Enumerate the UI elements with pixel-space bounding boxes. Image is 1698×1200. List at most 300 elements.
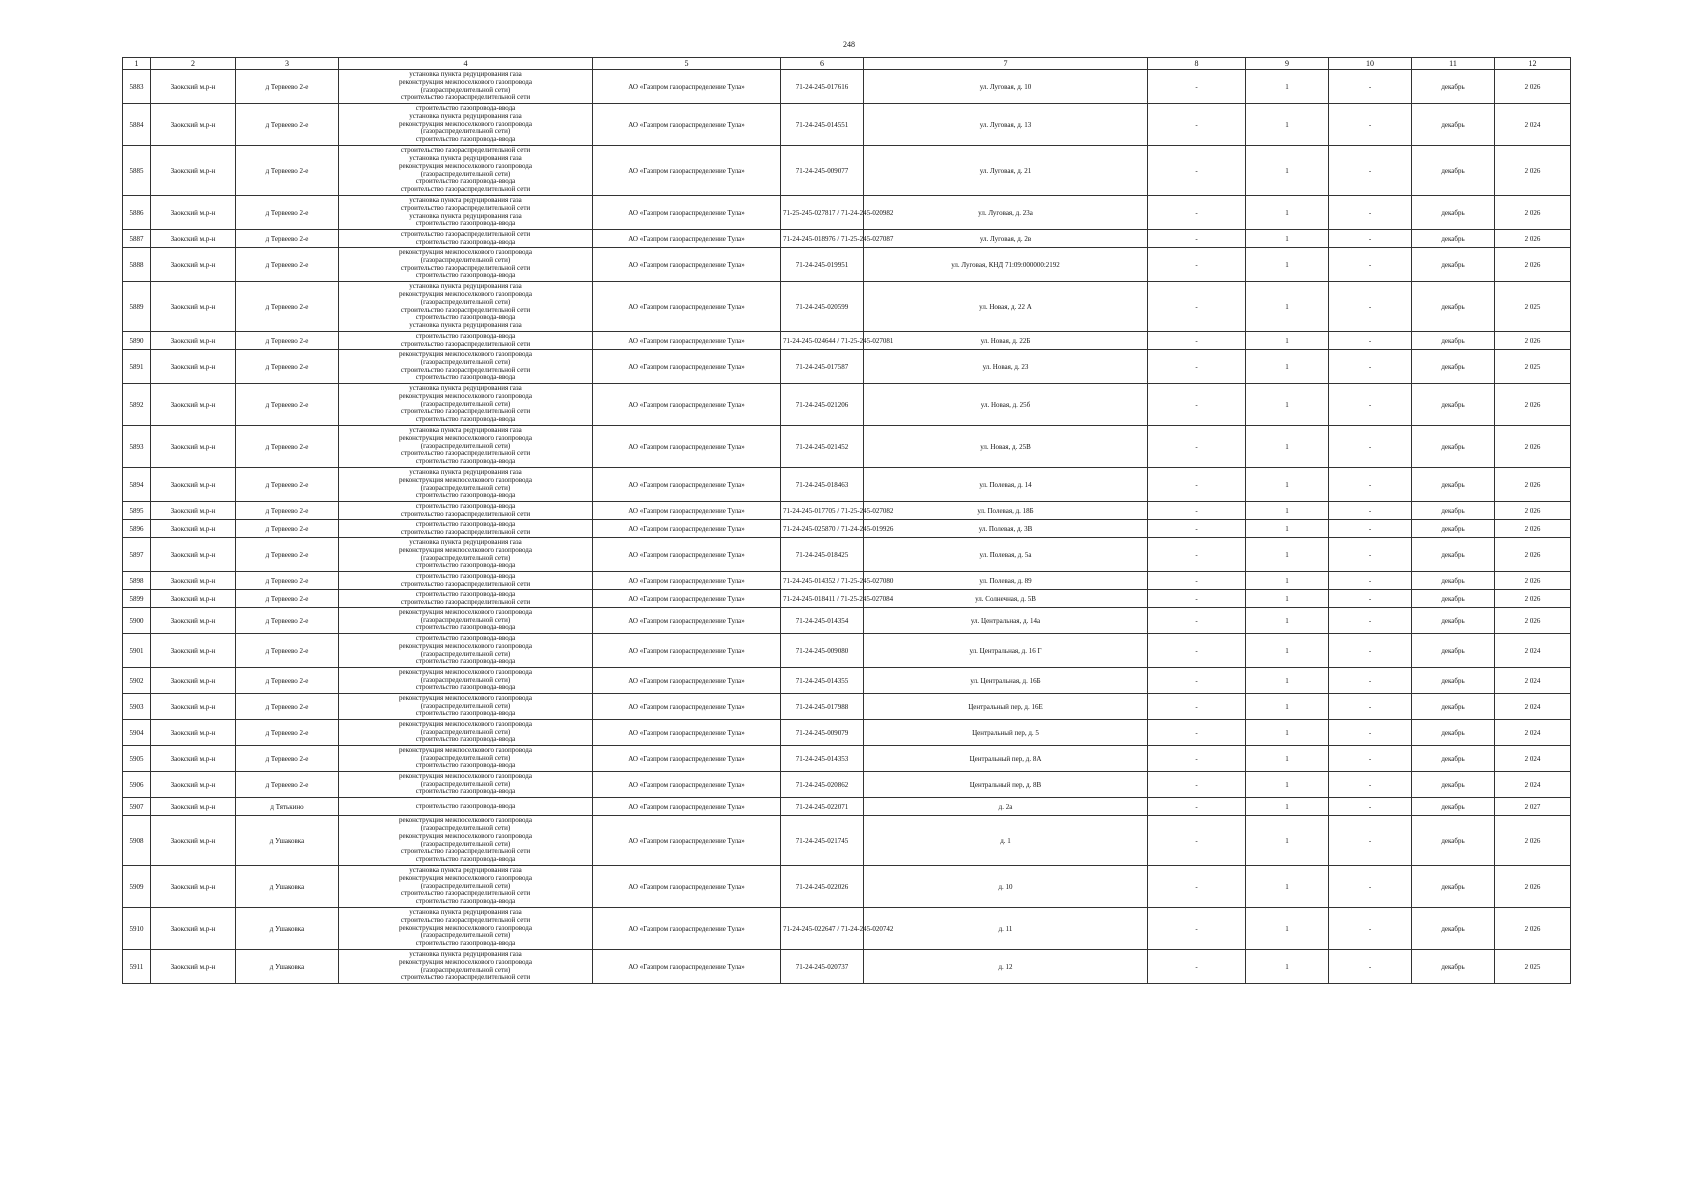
- col10-cell: -: [1329, 104, 1412, 146]
- work-item: (газораспределительной сети): [420, 615, 511, 624]
- col8-cell: -: [1148, 608, 1246, 634]
- col10-cell: -: [1329, 350, 1412, 384]
- village-cell: д Тервеево 2-е: [236, 282, 339, 332]
- address-cell: ул. Луговая, д. 23а: [864, 196, 1148, 230]
- col8-cell: -: [1148, 816, 1246, 866]
- year-cell: 2 025: [1495, 950, 1571, 984]
- work-item: строительство газопровода-ввода: [415, 331, 516, 340]
- table-row: [123, 950, 1571, 984]
- work-item: реконструкция межпоселкового газопровода: [399, 923, 532, 932]
- organization-cell: АО «Газпром газораспределение Тула»: [593, 520, 781, 538]
- year-cell: 2 024: [1495, 772, 1571, 798]
- object-code-cell: 71-24-245-018976 / 71-25-245-027087: [781, 230, 864, 248]
- table-row: [123, 230, 1571, 248]
- year-cell: 2 027: [1495, 798, 1571, 816]
- table-row: [123, 332, 1571, 350]
- work-item: реконструкция межпоселкового газопровода: [399, 161, 532, 170]
- month-cell: декабрь: [1412, 590, 1495, 608]
- work-item: (газораспределительной сети): [420, 675, 511, 684]
- col10-cell: -: [1329, 502, 1412, 520]
- row-number: 5901: [123, 634, 151, 668]
- year-cell: 2 026: [1495, 908, 1571, 950]
- table-row: [123, 816, 1571, 866]
- year-cell: 2 026: [1495, 230, 1571, 248]
- object-code-cell: 71-24-245-017988: [781, 694, 864, 720]
- row-number: 5908: [123, 816, 151, 866]
- work-item: реконструкция межпоселкового газопровода: [399, 815, 532, 824]
- month-cell: декабрь: [1412, 146, 1495, 196]
- village-cell: д Тервеево 2-е: [236, 332, 339, 350]
- work-item: строительство газораспределительной сети: [400, 93, 531, 102]
- district-cell: Заокский м.р-н: [151, 908, 236, 950]
- object-code-cell: 71-24-245-021452: [781, 426, 864, 468]
- col8-cell: -: [1148, 332, 1246, 350]
- row-number: 5904: [123, 720, 151, 746]
- works-cell: [339, 866, 593, 908]
- work-item: строительство газораспределительной сети: [400, 185, 531, 194]
- col8-cell: -: [1148, 248, 1246, 282]
- row-number: 5909: [123, 866, 151, 908]
- organization-cell: АО «Газпром газораспределение Тула»: [593, 746, 781, 772]
- col9-cell: 1: [1246, 608, 1329, 634]
- month-cell: декабрь: [1412, 196, 1495, 230]
- table-row: [123, 282, 1571, 332]
- year-cell: 2 024: [1495, 634, 1571, 668]
- work-item: строительство газопровода-ввода: [415, 219, 516, 228]
- district-cell: Заокский м.р-н: [151, 426, 236, 468]
- month-cell: декабрь: [1412, 520, 1495, 538]
- col9-cell: 1: [1246, 282, 1329, 332]
- work-item: установка пункта редуцирования газа: [409, 467, 522, 476]
- work-item: строительство газопровода-ввода: [415, 657, 516, 666]
- work-item: строительство газораспределительной сети: [400, 203, 531, 212]
- work-item: строительство газопровода-ввода: [415, 787, 516, 796]
- works-cell: [339, 196, 593, 230]
- table-row: [123, 502, 1571, 520]
- work-item: реконструкция межпоселкового газопровода: [399, 247, 532, 256]
- table-row: [123, 70, 1571, 104]
- district-cell: Заокский м.р-н: [151, 816, 236, 866]
- address-cell: ул. Новая, д. 25б: [864, 384, 1148, 426]
- organization-cell: АО «Газпром газораспределение Тула»: [593, 816, 781, 866]
- work-item: строительство газораспределительной сети: [400, 597, 531, 606]
- work-item: строительство газопровода-ввода: [415, 855, 516, 864]
- work-item: строительство газопровода-ввода: [415, 415, 516, 424]
- work-item: строительство газопровода-ввода: [415, 561, 516, 570]
- district-cell: Заокский м.р-н: [151, 866, 236, 908]
- col9-cell: 1: [1246, 590, 1329, 608]
- address-cell: ул. Луговая, КНД 71:09:000000:2192: [864, 248, 1148, 282]
- works-cell: [339, 248, 593, 282]
- work-item: реконструкция межпоселкового газопровода: [399, 289, 532, 298]
- table-row: [123, 196, 1571, 230]
- works-cell: [339, 608, 593, 634]
- col10-cell: -: [1329, 720, 1412, 746]
- work-item: строительство газораспределительной сети: [400, 229, 531, 238]
- district-cell: Заокский м.р-н: [151, 668, 236, 694]
- col9-cell: 1: [1246, 248, 1329, 282]
- table-row: [123, 572, 1571, 590]
- col8-cell: -: [1148, 520, 1246, 538]
- works-cell: [339, 950, 593, 984]
- organization-cell: АО «Газпром газораспределение Тула»: [593, 332, 781, 350]
- work-item: (газораспределительной сети): [420, 839, 511, 848]
- work-item: (газораспределительной сети): [420, 483, 511, 492]
- year-cell: 2 026: [1495, 590, 1571, 608]
- col10-cell: -: [1329, 866, 1412, 908]
- work-item: (газораспределительной сети): [420, 441, 511, 450]
- row-number: 5894: [123, 468, 151, 502]
- table-row: [123, 520, 1571, 538]
- object-code-cell: 71-24-245-017616: [781, 70, 864, 104]
- address-cell: ул. Новая, д. 22Б: [864, 332, 1148, 350]
- month-cell: декабрь: [1412, 866, 1495, 908]
- year-cell: 2 025: [1495, 350, 1571, 384]
- work-item: установка пункта редуцирования газа: [409, 537, 522, 546]
- table-row: [123, 248, 1571, 282]
- col8-cell: -: [1148, 350, 1246, 384]
- village-cell: д Тервеево 2-е: [236, 608, 339, 634]
- object-code-cell: 71-24-245-009077: [781, 146, 864, 196]
- work-item: (газораспределительной сети): [420, 727, 511, 736]
- organization-cell: АО «Газпром газораспределение Тула»: [593, 384, 781, 426]
- object-code-cell: 71-24-245-020599: [781, 282, 864, 332]
- year-cell: 2 024: [1495, 694, 1571, 720]
- month-cell: декабрь: [1412, 70, 1495, 104]
- work-item: строительство газопровода-ввода: [415, 457, 516, 466]
- object-code-cell: 71-24-245-018463: [781, 468, 864, 502]
- col10-cell: -: [1329, 146, 1412, 196]
- work-item: установка пункта редуцирования газа: [409, 425, 522, 434]
- address-cell: ул. Центральная, д. 14а: [864, 608, 1148, 634]
- work-item: строительство газораспределительной сети: [400, 365, 531, 374]
- address-cell: д. 10: [864, 866, 1148, 908]
- works-cell: [339, 590, 593, 608]
- organization-cell: АО «Газпром газораспределение Тула»: [593, 694, 781, 720]
- col10-cell: -: [1329, 538, 1412, 572]
- col10-cell: -: [1329, 282, 1412, 332]
- object-code-cell: 71-24-245-022026: [781, 866, 864, 908]
- village-cell: д Тервеево 2-е: [236, 694, 339, 720]
- gasification-table: [122, 57, 1571, 984]
- work-item: строительство газораспределительной сети: [400, 889, 531, 898]
- col9-cell: 1: [1246, 908, 1329, 950]
- works-cell: [339, 350, 593, 384]
- col9-cell: 1: [1246, 520, 1329, 538]
- work-item: строительство газопровода-ввода: [415, 709, 516, 718]
- year-cell: 2 025: [1495, 282, 1571, 332]
- village-cell: д Тервеево 2-е: [236, 70, 339, 104]
- village-cell: д Тервеево 2-е: [236, 146, 339, 196]
- row-number: 5885: [123, 146, 151, 196]
- district-cell: Заокский м.р-н: [151, 720, 236, 746]
- row-number: 5900: [123, 608, 151, 634]
- col-header-6: 6: [781, 58, 864, 70]
- organization-cell: АО «Газпром газораспределение Тула»: [593, 196, 781, 230]
- row-number: 5883: [123, 70, 151, 104]
- village-cell: д Ушаковка: [236, 908, 339, 950]
- work-item: строительство газопровода-ввода: [415, 501, 516, 510]
- table-row: [123, 668, 1571, 694]
- village-cell: д Тервеево 2-е: [236, 668, 339, 694]
- district-cell: Заокский м.р-н: [151, 502, 236, 520]
- village-cell: д Тервеево 2-е: [236, 634, 339, 668]
- address-cell: Центральный пер, д. 5: [864, 720, 1148, 746]
- col9-cell: 1: [1246, 502, 1329, 520]
- district-cell: Заокский м.р-н: [151, 384, 236, 426]
- object-code-cell: 71-24-245-021745: [781, 816, 864, 866]
- district-cell: Заокский м.р-н: [151, 468, 236, 502]
- address-cell: ул. Полевая, д. 3В: [864, 520, 1148, 538]
- village-cell: д Тервеево 2-е: [236, 590, 339, 608]
- work-item: строительство газораспределительной сети: [400, 339, 531, 348]
- district-cell: Заокский м.р-н: [151, 104, 236, 146]
- work-item: строительство газопровода-ввода: [415, 491, 516, 500]
- object-code-cell: 71-24-245-009080: [781, 634, 864, 668]
- organization-cell: АО «Газпром газораспределение Тула»: [593, 104, 781, 146]
- organization-cell: АО «Газпром газораспределение Тула»: [593, 908, 781, 950]
- col10-cell: -: [1329, 746, 1412, 772]
- object-code-cell: 71-24-245-014353: [781, 746, 864, 772]
- village-cell: д Тервеево 2-е: [236, 426, 339, 468]
- work-item: строительство газораспределительной сети: [400, 509, 531, 518]
- row-number: 5892: [123, 384, 151, 426]
- table-row: [123, 634, 1571, 668]
- month-cell: декабрь: [1412, 746, 1495, 772]
- work-item: строительство газопровода-ввода: [415, 801, 516, 810]
- col9-cell: 1: [1246, 746, 1329, 772]
- organization-cell: АО «Газпром газораспределение Тула»: [593, 502, 781, 520]
- address-cell: ул. Центральная, д. 16Б: [864, 668, 1148, 694]
- district-cell: Заокский м.р-н: [151, 746, 236, 772]
- col9-cell: 1: [1246, 772, 1329, 798]
- col-header-8: 8: [1148, 58, 1246, 70]
- address-cell: ул. Полевая, д. 14: [864, 468, 1148, 502]
- works-cell: [339, 502, 593, 520]
- district-cell: Заокский м.р-н: [151, 590, 236, 608]
- works-cell: [339, 468, 593, 502]
- works-cell: [339, 70, 593, 104]
- work-item: строительство газопровода-ввода: [415, 237, 516, 246]
- address-cell: ул. Полевая, д. 5а: [864, 538, 1148, 572]
- district-cell: Заокский м.р-н: [151, 196, 236, 230]
- work-item: реконструкция межпоселкового газопровода: [399, 719, 532, 728]
- year-cell: 2 026: [1495, 572, 1571, 590]
- work-item: строительство газораспределительной сети: [400, 915, 531, 924]
- year-cell: 2 026: [1495, 502, 1571, 520]
- work-item: (газораспределительной сети): [420, 965, 511, 974]
- col-header-10: 10: [1329, 58, 1412, 70]
- row-number: 5897: [123, 538, 151, 572]
- object-code-cell: 71-24-245-024644 / 71-25-245-027081: [781, 332, 864, 350]
- organization-cell: АО «Газпром газораспределение Тула»: [593, 668, 781, 694]
- col8-cell: -: [1148, 230, 1246, 248]
- month-cell: декабрь: [1412, 426, 1495, 468]
- work-item: установка пункта редуцирования газа: [409, 281, 522, 290]
- col9-cell: 1: [1246, 70, 1329, 104]
- village-cell: д Тервеево 2-е: [236, 384, 339, 426]
- work-item: строительство газопровода-ввода: [415, 519, 516, 528]
- organization-cell: АО «Газпром газораспределение Тула»: [593, 608, 781, 634]
- works-cell: [339, 538, 593, 572]
- district-cell: Заокский м.р-н: [151, 572, 236, 590]
- address-cell: ул. Луговая, д. 10: [864, 70, 1148, 104]
- work-item: реконструкция межпоселкового газопровода: [399, 77, 532, 86]
- month-cell: декабрь: [1412, 248, 1495, 282]
- work-item: строительство газораспределительной сети: [400, 973, 531, 982]
- works-cell: [339, 146, 593, 196]
- row-number: 5898: [123, 572, 151, 590]
- work-item: установка пункта редуцирования газа: [409, 69, 522, 78]
- table-row: [123, 590, 1571, 608]
- col10-cell: -: [1329, 426, 1412, 468]
- col8-cell: -: [1148, 908, 1246, 950]
- col8-cell: -: [1148, 590, 1246, 608]
- year-cell: 2 026: [1495, 468, 1571, 502]
- village-cell: д Тервеево 2-е: [236, 248, 339, 282]
- district-cell: Заокский м.р-н: [151, 146, 236, 196]
- col8-cell: -: [1148, 720, 1246, 746]
- month-cell: декабрь: [1412, 282, 1495, 332]
- col9-cell: 1: [1246, 146, 1329, 196]
- work-item: строительство газопровода-ввода: [415, 735, 516, 744]
- work-item: реконструкция межпоселкового газопровода: [399, 873, 532, 882]
- col9-cell: 1: [1246, 104, 1329, 146]
- work-item: (газораспределительной сети): [420, 881, 511, 890]
- works-cell: [339, 694, 593, 720]
- col8-cell: -: [1148, 950, 1246, 984]
- works-cell: [339, 746, 593, 772]
- address-cell: ул. Луговая, д. 13: [864, 104, 1148, 146]
- works-cell: [339, 668, 593, 694]
- col9-cell: 1: [1246, 720, 1329, 746]
- year-cell: 2 026: [1495, 538, 1571, 572]
- header-row: [123, 58, 1571, 70]
- work-item: реконструкция межпоселкового газопровода: [399, 771, 532, 780]
- col10-cell: -: [1329, 196, 1412, 230]
- month-cell: декабрь: [1412, 950, 1495, 984]
- village-cell: д Тервеево 2-е: [236, 196, 339, 230]
- col9-cell: 1: [1246, 950, 1329, 984]
- col8-cell: -: [1148, 668, 1246, 694]
- work-item: строительство газопровода-ввода: [415, 135, 516, 144]
- col10-cell: -: [1329, 70, 1412, 104]
- work-item: (газораспределительной сети): [420, 553, 511, 562]
- work-item: строительство газораспределительной сети: [400, 407, 531, 416]
- address-cell: ул. Новая, д. 25В: [864, 426, 1148, 468]
- col9-cell: 1: [1246, 572, 1329, 590]
- object-code-cell: 71-24-245-014355: [781, 668, 864, 694]
- row-number: 5903: [123, 694, 151, 720]
- table-row: [123, 104, 1571, 146]
- address-cell: ул. Солнечная, д. 5В: [864, 590, 1148, 608]
- object-code-cell: 71-24-245-017587: [781, 350, 864, 384]
- village-cell: д Тервеево 2-е: [236, 468, 339, 502]
- col10-cell: -: [1329, 230, 1412, 248]
- works-cell: [339, 634, 593, 668]
- village-cell: д Ушаковка: [236, 950, 339, 984]
- row-number: 5905: [123, 746, 151, 772]
- work-item: строительство газопровода-ввода: [415, 897, 516, 906]
- year-cell: 2 024: [1495, 104, 1571, 146]
- col9-cell: 1: [1246, 350, 1329, 384]
- work-item: строительство газопровода-ввода: [415, 313, 516, 322]
- work-item: строительство газопровода-ввода: [415, 373, 516, 382]
- table-row: [123, 146, 1571, 196]
- organization-cell: АО «Газпром газораспределение Тула»: [593, 720, 781, 746]
- year-cell: 2 026: [1495, 426, 1571, 468]
- col10-cell: -: [1329, 384, 1412, 426]
- year-cell: 2 024: [1495, 746, 1571, 772]
- object-code-cell: 71-24-245-020737: [781, 950, 864, 984]
- works-cell: [339, 384, 593, 426]
- row-number: 5895: [123, 502, 151, 520]
- row-number: 5893: [123, 426, 151, 468]
- table-row: [123, 772, 1571, 798]
- col-header-1: 1: [123, 58, 151, 70]
- address-cell: д. 12: [864, 950, 1148, 984]
- col8-cell: -: [1148, 866, 1246, 908]
- col8-cell: -: [1148, 634, 1246, 668]
- year-cell: 2 026: [1495, 248, 1571, 282]
- work-item: строительство газопровода-ввода: [415, 589, 516, 598]
- work-item: установка пункта редуцирования газа: [409, 211, 522, 220]
- table-row: [123, 866, 1571, 908]
- organization-cell: АО «Газпром газораспределение Тула»: [593, 572, 781, 590]
- row-number: 5887: [123, 230, 151, 248]
- work-item: реконструкция межпоселкового газопровода: [399, 119, 532, 128]
- organization-cell: АО «Газпром газораспределение Тула»: [593, 634, 781, 668]
- month-cell: декабрь: [1412, 350, 1495, 384]
- object-code-cell: 71-24-245-020862: [781, 772, 864, 798]
- month-cell: декабрь: [1412, 608, 1495, 634]
- village-cell: д Тервеево 2-е: [236, 520, 339, 538]
- work-item: реконструкция межпоселкового газопровода: [399, 745, 532, 754]
- village-cell: д Ушаковка: [236, 866, 339, 908]
- village-cell: д Тервеево 2-е: [236, 230, 339, 248]
- village-cell: д Тервеево 2-е: [236, 104, 339, 146]
- col10-cell: -: [1329, 694, 1412, 720]
- year-cell: 2 024: [1495, 668, 1571, 694]
- district-cell: Заокский м.р-н: [151, 70, 236, 104]
- object-code-cell: 71-24-245-014551: [781, 104, 864, 146]
- month-cell: декабрь: [1412, 572, 1495, 590]
- year-cell: 2 026: [1495, 146, 1571, 196]
- month-cell: декабрь: [1412, 468, 1495, 502]
- works-cell: [339, 908, 593, 950]
- address-cell: д. 1: [864, 816, 1148, 866]
- col-header-9: 9: [1246, 58, 1329, 70]
- district-cell: Заокский м.р-н: [151, 772, 236, 798]
- object-code-cell: 71-24-245-009079: [781, 720, 864, 746]
- row-number: 5910: [123, 908, 151, 950]
- year-cell: 2 026: [1495, 608, 1571, 634]
- col8-cell: -: [1148, 104, 1246, 146]
- col9-cell: 1: [1246, 468, 1329, 502]
- work-item: строительство газопровода-ввода: [415, 571, 516, 580]
- object-code-cell: 71-24-245-018425: [781, 538, 864, 572]
- work-item: установка пункта редуцирования газа: [409, 321, 522, 330]
- year-cell: 2 026: [1495, 196, 1571, 230]
- work-item: реконструкция межпоселкового газопровода: [399, 641, 532, 650]
- col10-cell: -: [1329, 950, 1412, 984]
- work-item: реконструкция межпоселкового газопровода: [399, 831, 532, 840]
- col8-cell: -: [1148, 572, 1246, 590]
- month-cell: декабрь: [1412, 816, 1495, 866]
- work-item: строительство газораспределительной сети: [400, 305, 531, 314]
- col8-cell: -: [1148, 146, 1246, 196]
- work-item: строительство газопровода-ввода: [415, 103, 516, 112]
